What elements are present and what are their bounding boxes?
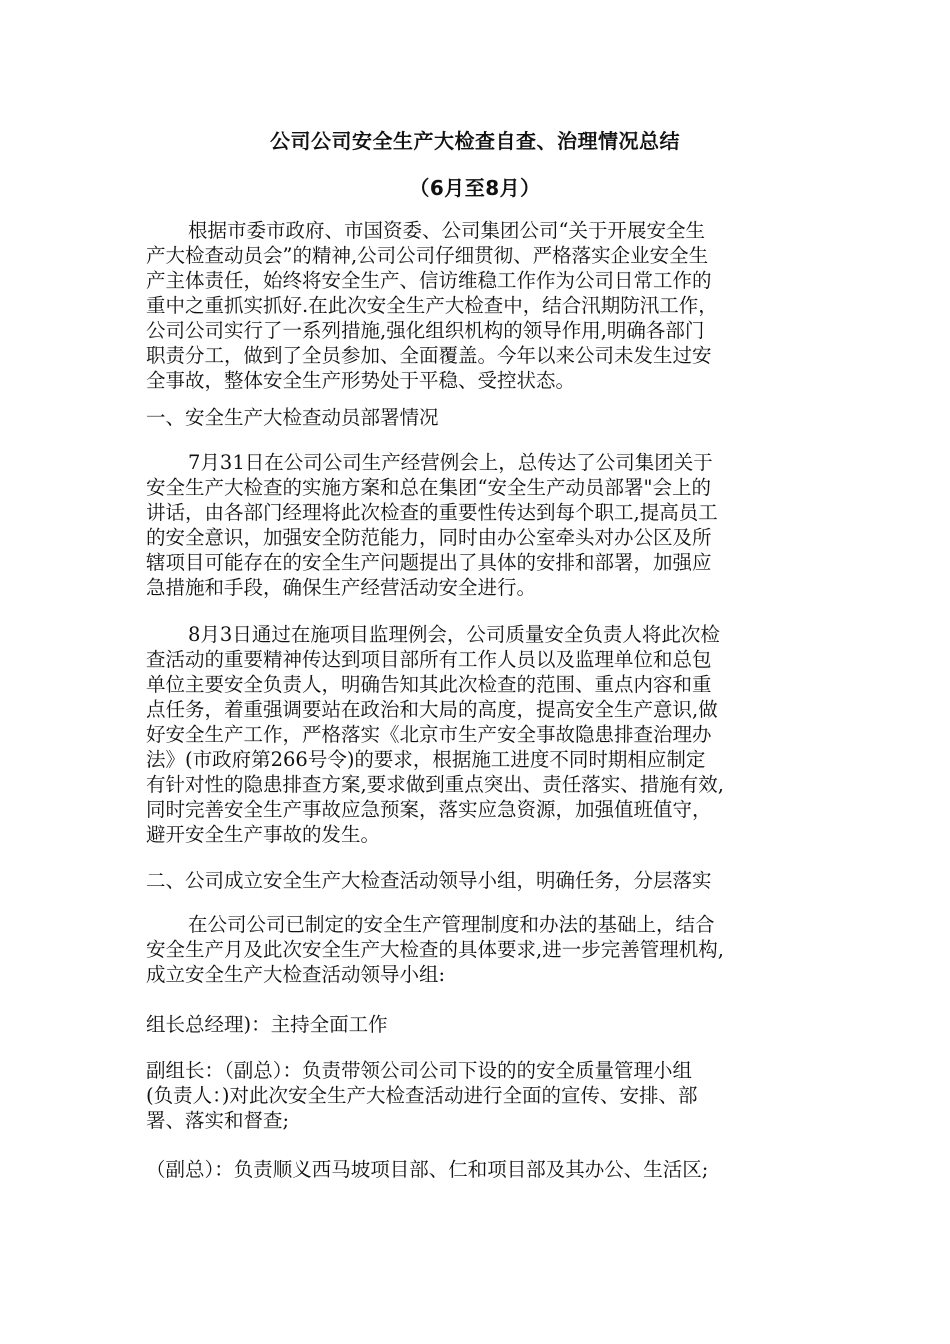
paragraph-line: 讲话，由各部门经理将此次检查的重要性传达到每个职工,提高员工: [146, 501, 718, 524]
document-subtitle: （6月至8月）: [409, 176, 541, 200]
deputy-paragraph: [146, 1058, 826, 1133]
paragraph-line: 的安全意识，加强安全防范能力，同时由办公室牵头对办公区及所: [146, 526, 712, 549]
august-paragraph: [146, 622, 826, 847]
paragraph-line: 安全生产大检查的实施方案和总在集团“安全生产动员部署"会上的: [146, 476, 711, 499]
paragraph-line: (负责人：)对此次安全生产大检查活动进行全面的宣传、安排、部: [146, 1084, 698, 1107]
paragraph-line: 产大检查动员会”的精神,公司公司仔细贯彻、严格落实企业安全生: [146, 244, 709, 267]
paragraph-line: 好安全生产工作，严格落实《北京市生产安全事故隐患排查治理办: [146, 723, 712, 746]
paragraph-line: 全事故，整体安全生产形势处于平稳、受控状态。: [146, 369, 576, 392]
paragraph-line: 单位主要安全负责人，明确告知其此次检查的范围、重点内容和重: [146, 673, 712, 696]
intro-paragraph: [146, 218, 826, 393]
organization-paragraph: [146, 912, 826, 987]
paragraph-line: 同时完善安全生产事故应急预案，落实应急资源，加强值班值守，: [146, 798, 712, 821]
paragraph-line: 避开安全生产事故的发生。: [146, 823, 381, 846]
paragraph-line: 辖项目可能存在的安全生产问题提出了具体的安排和部署，加强应: [146, 551, 712, 574]
deputy-2-block: [146, 1157, 826, 1182]
section-2-heading-block: [146, 868, 826, 893]
paragraph-line: 产主体责任，始终将安全生产、信访维稳工作作为公司日常工作的: [146, 269, 712, 292]
paragraph-line: 有针对性的隐患排查方案,要求做到重点突出、责任落实、措施有效,: [146, 773, 724, 796]
paragraph-line: 成立安全生产大检查活动领导小组:: [146, 963, 446, 986]
july-paragraph: [146, 450, 826, 600]
paragraph-line: 查活动的重要精神传达到项目部所有工作人员以及监理单位和总包: [146, 648, 712, 671]
paragraph-line: 急措施和手段，确保生产经营活动安全进行。: [146, 576, 537, 599]
paragraph-line: 7月31日在公司公司生产经营例会上，总传达了公司集团关于: [188, 451, 713, 474]
paragraph-line: 点任务，着重强调要站在政治和大局的高度，提高安全生产意识,做: [146, 698, 718, 721]
section-2-heading: 二、公司成立安全生产大检查活动领导小组，明确任务，分层落实: [146, 869, 712, 892]
paragraph-line: 署、落实和督查;: [146, 1109, 290, 1132]
leader-line: 组长总经理)：主持全面工作: [146, 1013, 388, 1036]
section-1-heading: 一、安全生产大检查动员部署情况: [146, 406, 439, 429]
document-title: 公司公司安全生产大检查自查、治理情况总结: [270, 129, 680, 153]
leader-block: [146, 1012, 826, 1037]
paragraph-line: 重中之重抓实抓好.在此次安全生产大检查中，结合汛期防汛工作，: [146, 294, 718, 317]
paragraph-line: 在公司公司已制定的安全生产管理制度和办法的基础上，结合: [188, 913, 715, 936]
paragraph-line: 副组长：（副总）：负责带领公司公司下设的的安全质量管理小组: [146, 1059, 693, 1082]
deputy-2-line: （副总）：负责顺义西马坡项目部、仁和项目部及其办公、生活区;: [146, 1158, 709, 1181]
paragraph-line: 职责分工，做到了全员参加、全面覆盖。今年以来公司未发生过安: [146, 344, 712, 367]
paragraph-line: 安全生产月及此次安全生产大检查的具体要求,进一步完善管理机构,: [146, 938, 724, 961]
section-1-heading-block: [146, 405, 826, 430]
paragraph-line: 根据市委市政府、市国资委、公司集团公司“关于开展安全生: [188, 219, 705, 242]
paragraph-line: 8月3日通过在施项目监理例会，公司质量安全负责人将此次检: [188, 623, 720, 646]
paragraph-line: 法》(市政府第266号令)的要求，根据施工进度不同时期相应制定: [146, 748, 706, 771]
paragraph-line: 公司公司实行了一系列措施,强化组织机构的领导作用,明确各部门: [146, 319, 705, 342]
